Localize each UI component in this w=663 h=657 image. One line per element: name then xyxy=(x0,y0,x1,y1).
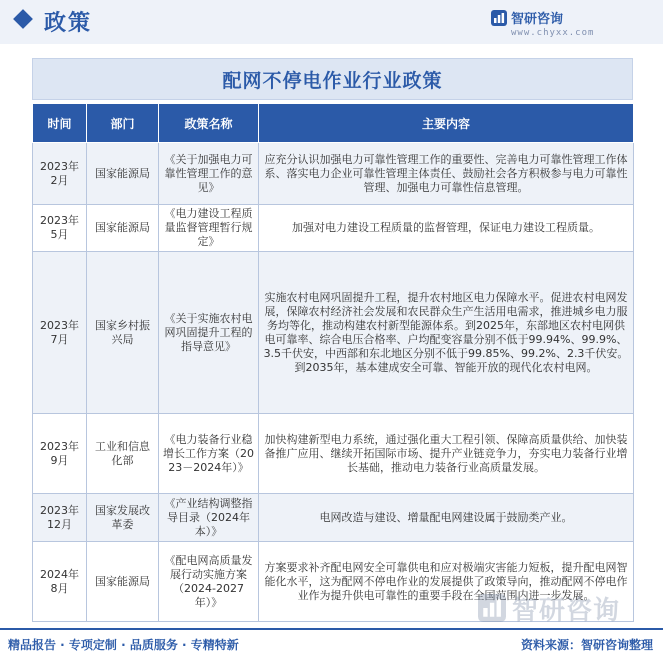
cell-content: 加快构建新型电力系统，通过强化重大工程引领、保障高质量供给、加快装备推广应用、继续开拓国际市场、提升产业链竞争力，夯实电力装备行业增长基础，推动电力装备行业高质量发展。 xyxy=(259,414,634,494)
section-title: 政策 xyxy=(44,11,93,36)
logo-name: 智研咨询 xyxy=(511,12,564,27)
cell-dept: 工业和信息化部 xyxy=(87,414,159,494)
table-row xyxy=(33,205,634,252)
cell-dept: 国家发展改革委 xyxy=(87,494,159,542)
watermark-text: 智研咨询 xyxy=(512,596,621,626)
cell-dept: 国家能源局 xyxy=(87,205,159,252)
table-row xyxy=(33,252,634,414)
footer-source: 资料来源：智研咨询整理 xyxy=(520,638,653,652)
table-header-row xyxy=(33,104,634,143)
diamond-icon xyxy=(13,9,33,29)
column-header-dept: 部门 xyxy=(87,104,159,143)
cell-dept: 国家乡村振兴局 xyxy=(87,252,159,414)
cell-content: 方案要求补齐配电网安全可靠供电和应对极端灾害能力短板，提升配电网智能化水平，这为配网不停电作业的发展提供了政策导向，推动配网不停电作业作为提升供电可靠性的重要手段在全国范围内进一步发展。 xyxy=(259,542,634,622)
cell-content: 应充分认识加强电力可靠性管理工作的重要性、完善电力可靠性管理工作体系、落实电力企业可靠性管理主体责任、鼓励社会各方积极参与电力可靠性管理、加强电力可靠性信息管理。 xyxy=(259,143,634,205)
footer-divider xyxy=(0,628,663,630)
cell-time: 2024年8月 xyxy=(33,542,87,622)
column-header-policy: 政策名称 xyxy=(159,104,259,143)
cell-time: 2023年7月 xyxy=(33,252,87,414)
cell-content: 实施农村电网巩固提升工程，提升农村地区电力保障水平。促进农村电网发展，保障农村经济社会发展和农民群众生产生活用电需求，推进城乡电力服务均等化，推动构建农村新型能源体系。到2025年，东部地区农村电网供电可靠率、综合电压合格率、户均配变容量分别不低于99.94%、99.9%、3.5千伏安，中西部和东北地区分别不低于99.85%、99.2%、2.3千伏安。到2035年，基本建成安全可靠、智能开放的现代化农村电网。 xyxy=(259,252,634,414)
watermark-logo-icon xyxy=(478,594,506,622)
column-header-content: 主要内容 xyxy=(259,104,634,143)
table-row xyxy=(33,494,634,542)
cell-time: 2023年2月 xyxy=(33,143,87,205)
table-row xyxy=(33,414,634,494)
table-title: 配网不停电作业行业政策 xyxy=(222,69,443,92)
brand-logo xyxy=(491,8,641,42)
footer-slogan: 精品报告 · 专项定制 · 品质服务 · 专精特新 xyxy=(8,638,239,652)
policy-table xyxy=(32,103,634,622)
column-header-time: 时间 xyxy=(33,104,87,143)
cell-policy: 《电力建设工程质量监督管理暂行规定》 xyxy=(159,205,259,252)
cell-content: 电网改造与建设、增量配电网建设属于鼓励类产业。 xyxy=(259,494,634,542)
watermark xyxy=(478,590,648,626)
cell-content: 加强对电力建设工程质量的监督管理，保证电力建设工程质量。 xyxy=(259,205,634,252)
cell-policy: 《产业结构调整指导目录（2024年本）》 xyxy=(159,494,259,542)
table-row xyxy=(33,143,634,205)
top-banner xyxy=(0,0,663,44)
logo-url: www.chyxx.com xyxy=(511,28,595,38)
cell-dept: 国家能源局 xyxy=(87,143,159,205)
cell-dept: 国家能源局 xyxy=(87,542,159,622)
cell-time: 2023年12月 xyxy=(33,494,87,542)
cell-policy: 《配电网高质量发展行动实施方案（2024-2027年）》 xyxy=(159,542,259,622)
cell-policy: 《关于实施农村电网巩固提升工程的指导意见》 xyxy=(159,252,259,414)
logo-icon xyxy=(491,10,507,26)
cell-policy: 《关于加强电力可靠性管理工作的意见》 xyxy=(159,143,259,205)
cell-policy: 《电力装备行业稳增长工作方案（2023－2024年）》 xyxy=(159,414,259,494)
cell-time: 2023年9月 xyxy=(33,414,87,494)
table-title-bar xyxy=(32,58,633,100)
cell-time: 2023年5月 xyxy=(33,205,87,252)
